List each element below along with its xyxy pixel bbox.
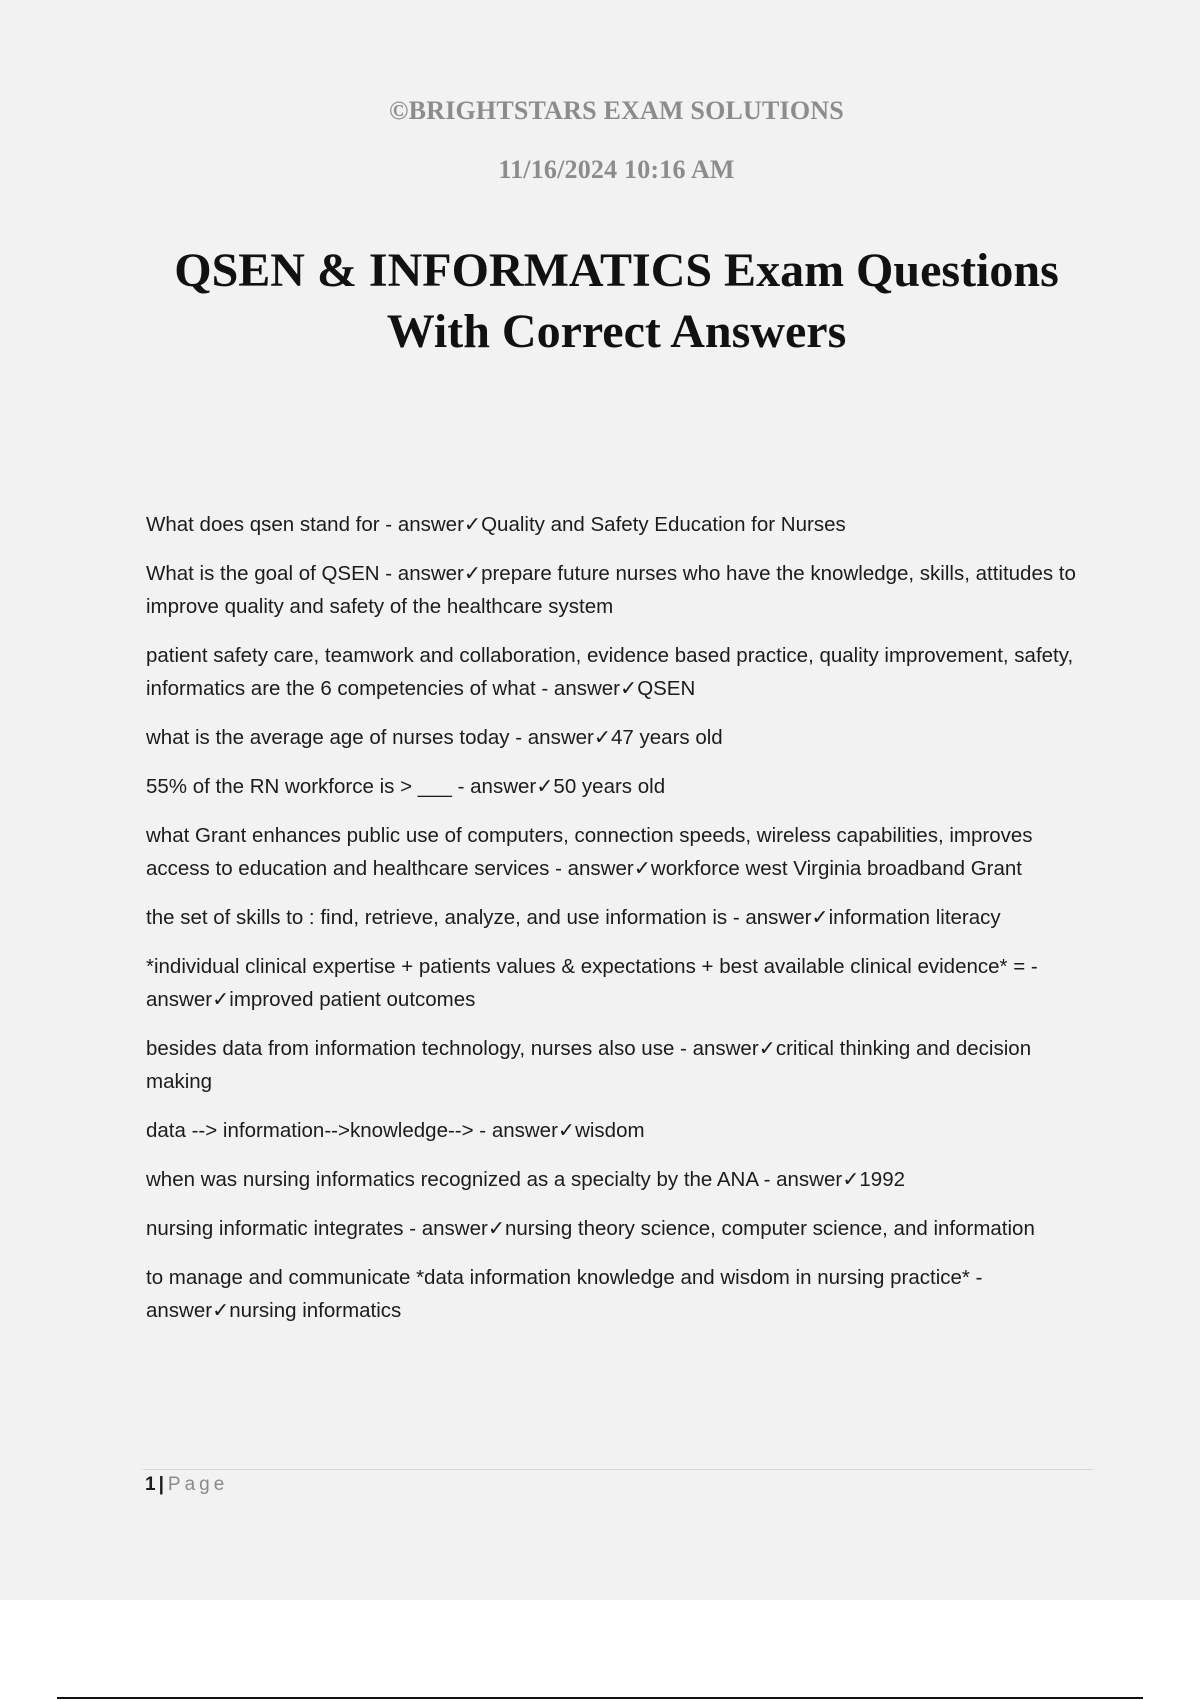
title-line-2: With Correct Answers xyxy=(386,305,847,358)
answer-marker: answer✓ xyxy=(146,1299,230,1322)
answer-marker: answer✓ xyxy=(397,562,482,585)
answer-marker: answer✓ xyxy=(421,1217,505,1240)
question-text: besides data from information technology, nurses also use - xyxy=(146,1037,693,1060)
watermark-date: 11/16/2024 10:16 AM xyxy=(498,155,735,184)
answer-text: QSEN xyxy=(637,677,696,700)
answer-text: 1992 xyxy=(859,1168,905,1191)
answer-marker: answer✓ xyxy=(567,857,651,880)
answer-marker: answer✓ xyxy=(491,1119,576,1142)
question-text: nursing informatic integrates - xyxy=(146,1217,422,1240)
answer-text: prepare future nurses who have the knowledge, skills, attitudes to improve quality and safety of the healthcare system xyxy=(146,562,1076,618)
answer-text: 47 years old xyxy=(611,726,723,749)
answer-text: nursing theory science, computer science, and information xyxy=(505,1217,1035,1240)
answer-marker: answer✓ xyxy=(692,1037,776,1060)
qa-item xyxy=(146,819,1091,885)
qa-item xyxy=(146,1114,1091,1147)
answer-marker: answer✓ xyxy=(553,677,638,700)
question-text: the set of skills to : find, retrieve, analyze, and use information is - xyxy=(146,906,746,929)
document-title xyxy=(60,240,1173,362)
answer-marker: answer✓ xyxy=(470,775,554,798)
answer-marker: answer✓ xyxy=(397,513,482,536)
answer-text: critical thinking and decision making xyxy=(146,1037,1032,1093)
question-text: What does qsen stand for - xyxy=(146,513,398,536)
page-label: Page xyxy=(167,1474,229,1495)
qa-item xyxy=(146,770,1091,803)
bottom-divider xyxy=(57,1697,1143,1699)
question-text: when was nursing informatics recognized as a specialty by the ANA - xyxy=(146,1168,777,1191)
answer-marker: answer✓ xyxy=(776,1168,860,1191)
question-text: what is the average age of nurses today - xyxy=(146,726,528,749)
question-text: to manage and communicate *data information knowledge and wisdom in nursing practice* - xyxy=(146,1266,983,1289)
page-number: 1 xyxy=(145,1474,156,1495)
answer-text: workforce west Virginia broadband Grant xyxy=(650,857,1022,880)
question-text: data --> information-->knowledge--> - xyxy=(146,1119,492,1142)
qa-item xyxy=(146,1261,1091,1327)
qa-item xyxy=(146,1212,1091,1245)
qa-item xyxy=(146,557,1091,623)
question-text: What is the goal of QSEN - xyxy=(146,562,398,585)
question-text: what Grant enhances public use of computers, connection speeds, wireless capabilities, improves access to education and healthcare services - xyxy=(146,824,1033,880)
qa-item xyxy=(146,639,1091,705)
question-text: patient safety care, teamwork and collaboration, evidence based practice, quality improvement, safety, informatics are the 6 competencies of what - xyxy=(146,644,1074,700)
answer-text: 50 years old xyxy=(553,775,666,798)
qa-item xyxy=(146,1032,1091,1098)
answer-marker: answer✓ xyxy=(146,988,230,1011)
qa-item xyxy=(146,508,1091,541)
question-text: 55% of the RN workforce is > ___ - xyxy=(146,775,471,798)
qa-item xyxy=(146,901,1091,934)
page-separator: | xyxy=(158,1474,164,1495)
answer-text: Quality and Safety Education for Nurses xyxy=(481,513,846,536)
page-footer xyxy=(145,1474,228,1496)
answer-text: information literacy xyxy=(828,906,1001,929)
footer-divider xyxy=(143,1469,1093,1470)
answer-marker: answer✓ xyxy=(527,726,612,749)
qa-item xyxy=(146,721,1091,754)
qa-item xyxy=(146,950,1091,1016)
qa-item xyxy=(146,1163,1091,1196)
answer-text: nursing informatics xyxy=(229,1299,402,1322)
answer-marker: answer✓ xyxy=(745,906,829,929)
watermark-company: ©BRIGHTSTARS EXAM SOLUTIONS xyxy=(389,96,844,125)
title-line-1: QSEN & INFORMATICS Exam Questions xyxy=(174,244,1059,297)
question-text: *individual clinical expertise + patients values & expectations + best available clinical evidence* = - xyxy=(146,955,1038,978)
answer-text: wisdom xyxy=(575,1119,645,1142)
qa-list xyxy=(146,508,1091,1343)
answer-text: improved patient outcomes xyxy=(229,988,476,1011)
